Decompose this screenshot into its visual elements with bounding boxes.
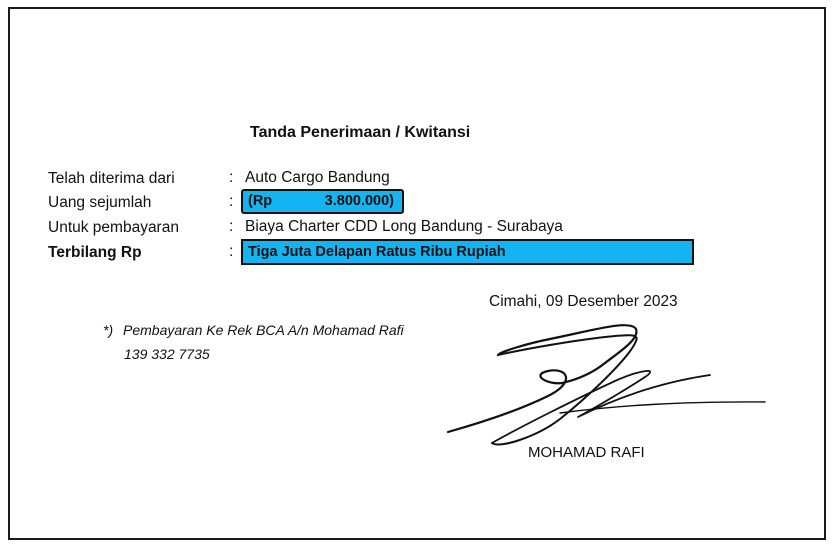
label-amount: Uang sejumlah bbox=[48, 194, 152, 211]
payment-note: Pembayaran Ke Rek BCA A/n Mohamad Rafi bbox=[123, 322, 404, 338]
colon-in-words: : bbox=[229, 243, 234, 260]
value-payment-for: Biaya Charter CDD Long Bandung - Surabaya bbox=[245, 218, 563, 235]
colon-payment-for: : bbox=[229, 218, 234, 235]
colon-amount: : bbox=[229, 193, 234, 210]
signature bbox=[440, 315, 770, 455]
signer-name: MOHAMAD RAFI bbox=[528, 444, 645, 461]
amount-in-words: Tiga Juta Delapan Ratus Ribu Rupiah bbox=[248, 244, 506, 260]
amount-value: 3.800.000) bbox=[324, 193, 394, 209]
label-in-words: Terbilang Rp bbox=[48, 244, 142, 261]
label-payment-for: Untuk pembayaran bbox=[48, 219, 179, 236]
amount-currency: (Rp bbox=[248, 193, 273, 209]
note-marker: *) bbox=[103, 322, 114, 338]
receipt-frame bbox=[8, 7, 826, 540]
amount-box bbox=[241, 189, 404, 214]
colon-received-from: : bbox=[229, 169, 234, 186]
account-number: 139 332 7735 bbox=[124, 346, 210, 362]
amount-in-words-box bbox=[241, 239, 694, 265]
place-date: Cimahi, 09 Desember 2023 bbox=[489, 293, 678, 310]
label-received-from: Telah diterima dari bbox=[48, 170, 175, 187]
receipt-title: Tanda Penerimaan / Kwitansi bbox=[250, 124, 471, 141]
value-received-from: Auto Cargo Bandung bbox=[245, 169, 390, 186]
